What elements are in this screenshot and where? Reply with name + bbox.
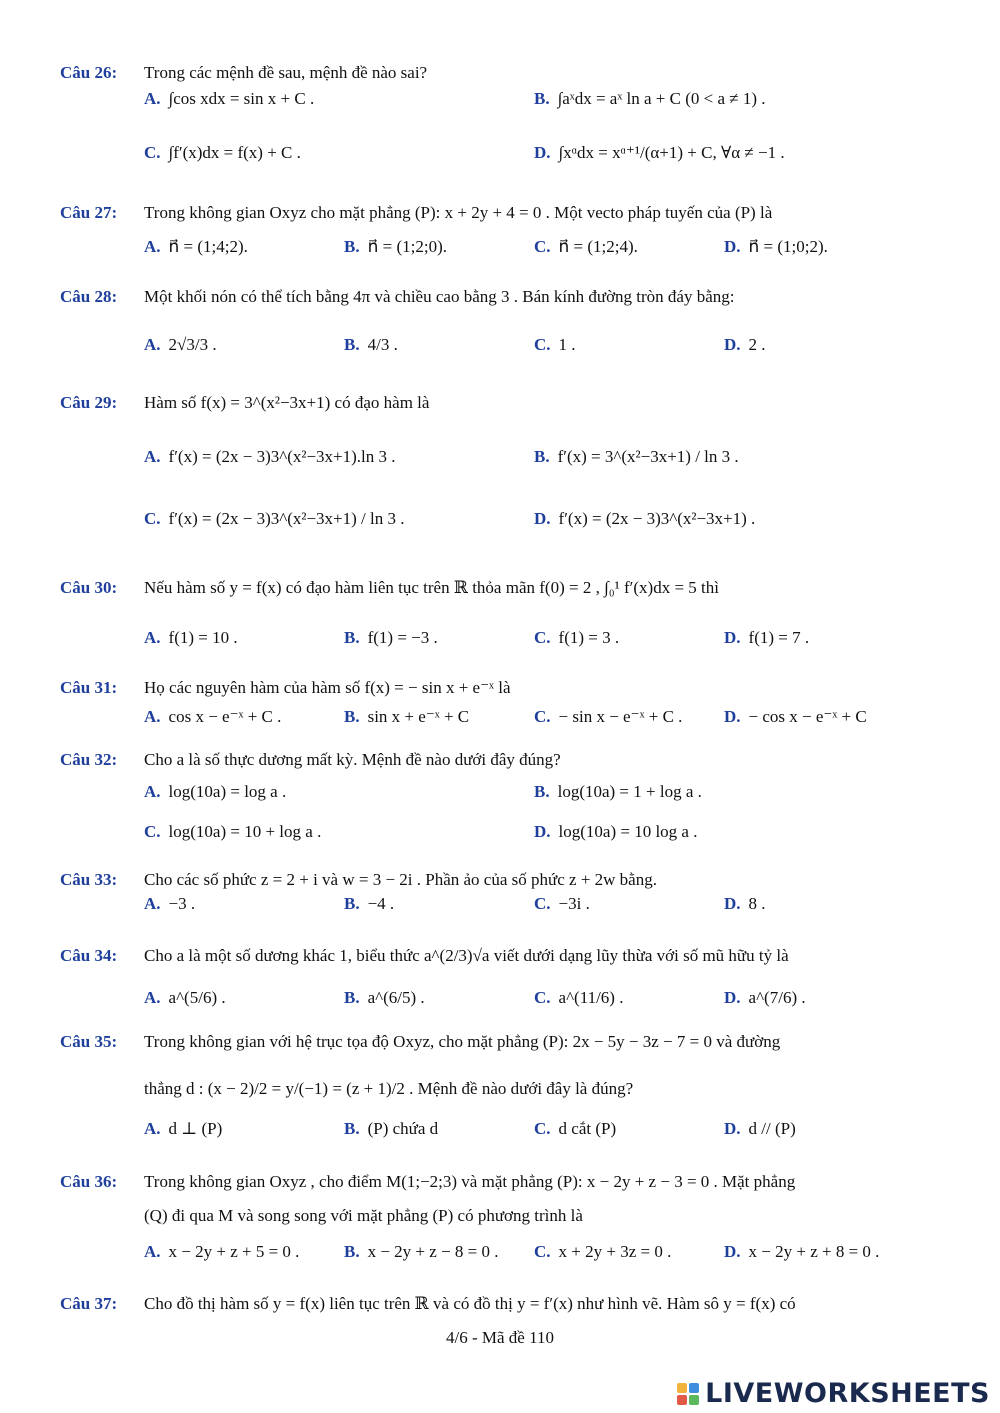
- option-c[interactable]: C. f(1) = 3 .: [534, 628, 620, 647]
- question-text: Cho đồ thị hàm số y = f(x) liên tục trên ℝ và có đồ thị y = f′(x) như hình vẽ. Hàm sô y = f(x) có: [144, 1294, 796, 1313]
- option-d[interactable]: D. n⃗ = (1;0;2).: [724, 237, 828, 256]
- option-a[interactable]: A. d ⊥ (P): [144, 1119, 223, 1138]
- option-c[interactable]: C. log(10a) = 10 + log a .: [144, 822, 322, 841]
- option-a[interactable]: A. ∫cos xdx = sin x + C .: [144, 89, 315, 108]
- question-label: Câu 28:: [60, 287, 118, 306]
- option-a[interactable]: A. f(1) = 10 .: [144, 628, 238, 647]
- question-32: [60, 750, 950, 852]
- question-33: [60, 870, 950, 924]
- question-text: Cho a là số thực dương mất kỳ. Mệnh đề nào dưới đây đúng?: [144, 750, 561, 769]
- logo-icon: [677, 1383, 699, 1405]
- option-d[interactable]: D. d // (P): [724, 1119, 796, 1138]
- option-c[interactable]: C. 1 .: [534, 335, 576, 354]
- question-label: Câu 37:: [60, 1294, 118, 1313]
- question-label: Câu 32:: [60, 750, 118, 769]
- page-footer: 4/6 - Mã đề 110: [446, 1328, 554, 1347]
- liveworksheets-logo: [677, 1378, 990, 1409]
- option-b[interactable]: B. x − 2y + z − 8 = 0 .: [344, 1242, 499, 1261]
- question-text: Trong không gian với hệ trục tọa độ Oxyz, cho mặt phẳng (P): 2x − 5y − 3z − 7 = 0 và đường: [144, 1032, 781, 1051]
- option-c[interactable]: C. x + 2y + 3z = 0 .: [534, 1242, 672, 1261]
- option-d[interactable]: D. 8 .: [724, 894, 766, 913]
- question-label: Câu 36:: [60, 1172, 118, 1191]
- question-text: Trong không gian Oxyz cho mặt phẳng (P): x + 2y + 4 = 0 . Một vecto pháp tuyến của (P) là: [144, 203, 773, 222]
- question-27: [60, 203, 950, 267]
- question-text-continued: thẳng d : (x − 2)/2 = y/(−1) = (z + 1)/2 . Mệnh đề nào dưới đây là đúng?: [144, 1079, 634, 1098]
- question-text: Cho các số phức z = 2 + i và w = 3 − 2i . Phần ảo của số phức z + 2w bằng.: [144, 870, 657, 889]
- option-d[interactable]: D. a^(7/6) .: [724, 988, 806, 1007]
- question-26: [60, 63, 950, 173]
- question-37: [60, 1294, 950, 1314]
- option-d[interactable]: D. 2 .: [724, 335, 766, 354]
- option-a[interactable]: A. cos x − e⁻ˣ + C .: [144, 707, 282, 726]
- option-d[interactable]: D. ∫xᵅdx = xᵅ⁺¹/(α+1) + C, ∀α ≠ −1 .: [534, 143, 785, 162]
- question-30: [60, 578, 950, 658]
- option-d[interactable]: D. − cos x − e⁻ˣ + C: [724, 707, 867, 726]
- option-b[interactable]: B. (P) chứa d: [344, 1119, 439, 1138]
- question-label: Câu 26:: [60, 63, 118, 82]
- question-36: [60, 1172, 950, 1272]
- option-c[interactable]: C. d cắt (P): [534, 1119, 617, 1138]
- option-c[interactable]: C. ∫f′(x)dx = f(x) + C .: [144, 143, 301, 162]
- option-b[interactable]: B. f′(x) = 3^(x²−3x+1) / ln 3 .: [534, 447, 739, 466]
- option-d[interactable]: D. f(1) = 7 .: [724, 628, 810, 647]
- question-text: Trong các mệnh đề sau, mệnh đề nào sai?: [144, 63, 428, 82]
- question-label: Câu 34:: [60, 946, 118, 965]
- option-b[interactable]: B. ∫aˣdx = aˣ ln a + C (0 < a ≠ 1) .: [534, 89, 766, 108]
- option-a[interactable]: A. a^(5/6) .: [144, 988, 226, 1007]
- option-b[interactable]: B. −4 .: [344, 894, 395, 913]
- option-b[interactable]: B. f(1) = −3 .: [344, 628, 438, 647]
- option-b[interactable]: B. sin x + e⁻ˣ + C: [344, 707, 470, 726]
- question-text: Hàm số f(x) = 3^(x²−3x+1) có đạo hàm là: [144, 393, 430, 412]
- question-text: Nếu hàm số y = f(x) có đạo hàm liên tục trên ℝ thỏa mãn f(0) = 2 , ∫₀¹ f′(x)dx = 5 thì: [144, 578, 719, 597]
- question-29: [60, 393, 950, 539]
- option-d[interactable]: D. f′(x) = (2x − 3)3^(x²−3x+1) .: [534, 509, 756, 528]
- option-a[interactable]: A. n⃗ = (1;4;2).: [144, 237, 248, 256]
- question-text: Một khối nón có thể tích bằng 4π và chiều cao bằng 3 . Bán kính đường tròn đáy bằng:: [144, 287, 735, 306]
- option-c[interactable]: C. f′(x) = (2x − 3)3^(x²−3x+1) / ln 3 .: [144, 509, 405, 528]
- option-a[interactable]: A. −3 .: [144, 894, 196, 913]
- option-b[interactable]: B. 4/3 .: [344, 335, 398, 354]
- option-b[interactable]: B. a^(6/5) .: [344, 988, 425, 1007]
- question-text: Trong không gian Oxyz , cho điểm M(1;−2;3) và mặt phẳng (P): x − 2y + z − 3 = 0 . Mặt phẳng: [144, 1172, 796, 1191]
- option-d[interactable]: D. x − 2y + z + 8 = 0 .: [724, 1242, 880, 1261]
- option-c[interactable]: C. a^(11/6) .: [534, 988, 624, 1007]
- question-31: [60, 678, 950, 737]
- option-d[interactable]: D. log(10a) = 10 log a .: [534, 822, 698, 841]
- option-a[interactable]: A. f′(x) = (2x − 3)3^(x²−3x+1).ln 3 .: [144, 447, 396, 466]
- question-label: Câu 29:: [60, 393, 118, 412]
- question-text: Cho a là một số dương khác 1, biểu thức a^(2/3)√a viết dưới dạng lũy thừa với số mũ hữu tỷ là: [144, 946, 789, 965]
- option-c[interactable]: C. −3i .: [534, 894, 590, 913]
- option-a[interactable]: A. log(10a) = log a .: [144, 782, 287, 801]
- brand-name: LIVEWORKSHEETS: [705, 1378, 990, 1409]
- option-a[interactable]: A. x − 2y + z + 5 = 0 .: [144, 1242, 300, 1261]
- question-label: Câu 30:: [60, 578, 118, 597]
- question-label: Câu 27:: [60, 203, 118, 222]
- option-c[interactable]: C. − sin x − e⁻ˣ + C .: [534, 707, 683, 726]
- option-b[interactable]: B. n⃗ = (1;2;0).: [344, 237, 447, 256]
- option-c[interactable]: C. n⃗ = (1;2;4).: [534, 237, 638, 256]
- question-label: Câu 33:: [60, 870, 118, 889]
- question-text-continued: (Q) đi qua M và song song với mặt phẳng (P) có phương trình là: [144, 1206, 583, 1225]
- question-text: Họ các nguyên hàm của hàm số f(x) = − sin x + e⁻ˣ là: [144, 678, 511, 697]
- question-35: [60, 1032, 950, 1149]
- option-a[interactable]: A. 2√3/3 .: [144, 335, 217, 354]
- question-28: [60, 287, 950, 365]
- question-34: [60, 946, 950, 1018]
- question-label: Câu 31:: [60, 678, 118, 697]
- option-b[interactable]: B. log(10a) = 1 + log a .: [534, 782, 702, 801]
- question-label: Câu 35:: [60, 1032, 118, 1051]
